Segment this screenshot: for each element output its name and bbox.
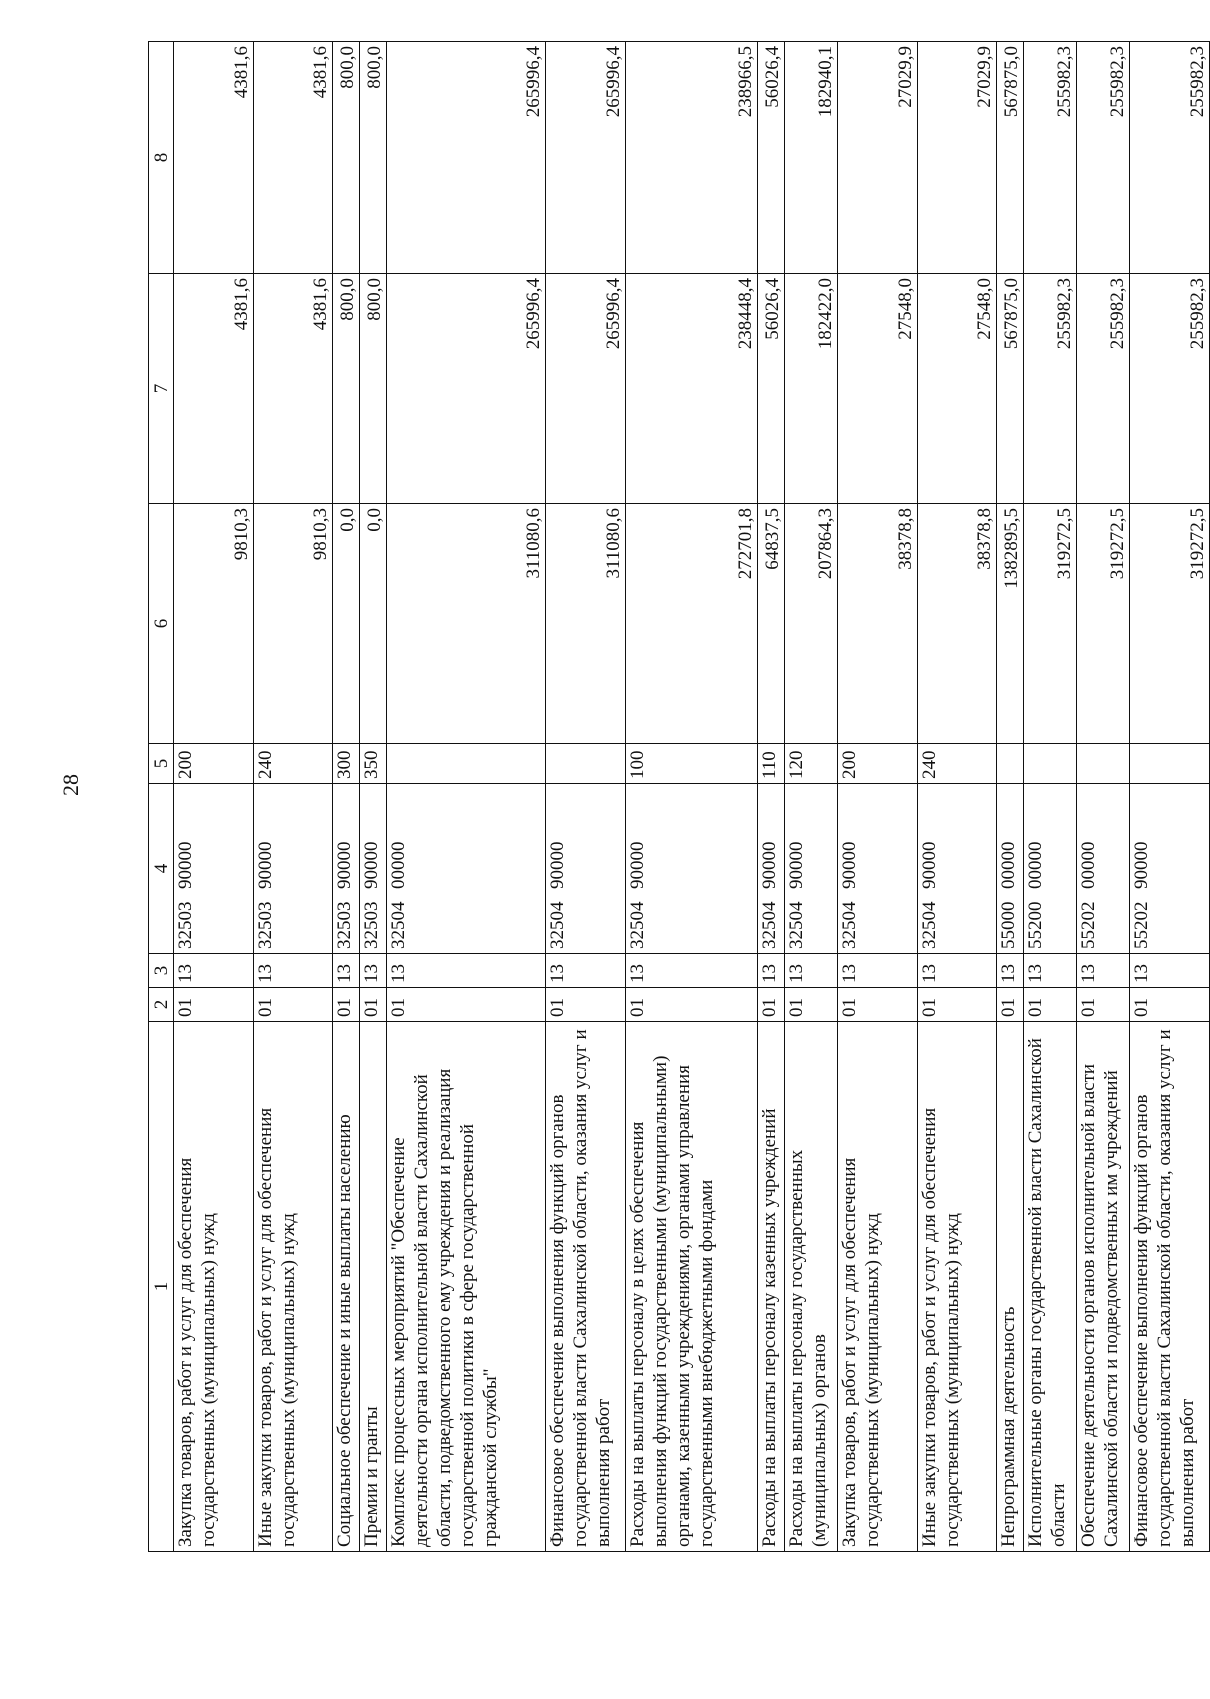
table-row [997, 42, 1024, 1552]
section-code: 01 [997, 988, 1024, 1022]
subsection-code: 13 [359, 954, 386, 988]
subsection-code: 13 [997, 954, 1024, 988]
amount-col8: 800,0 [333, 42, 360, 274]
target-article-part: 55000 [998, 901, 1020, 949]
amount-col8: 182940,1 [784, 42, 837, 274]
table-row [174, 42, 254, 1552]
target-article-code [253, 784, 333, 954]
header-cell: 1 [149, 1022, 174, 1552]
target-article-code [917, 784, 997, 954]
target-article-part: 32504 [759, 901, 781, 949]
target-article-code [784, 784, 837, 954]
target-article-part: 55200 [1025, 901, 1046, 949]
target-article-part: 55202 [1078, 901, 1100, 949]
header-row [149, 42, 174, 1552]
expense-type-code [545, 744, 625, 784]
target-article-part: 32504 [546, 901, 568, 949]
subsection-code: 13 [1077, 954, 1130, 988]
amount-col6: 272701,8 [625, 504, 758, 744]
section-code: 01 [1024, 988, 1077, 1022]
amount-col7: 255982,3 [1130, 274, 1210, 504]
header-cell: 2 [149, 988, 174, 1022]
section-code: 01 [545, 988, 625, 1022]
table-row [838, 42, 918, 1552]
target-article-part: 32503 [360, 901, 382, 949]
amount-col6: 0,0 [333, 504, 360, 744]
row-name: Иные закупки товаров, работ и услуг для обеспечения государственных (муниципальных) нужд [917, 1022, 997, 1552]
target-article-code [1024, 784, 1077, 954]
subsection-code: 13 [1024, 954, 1077, 988]
target-article-suffix: 90000 [334, 841, 356, 889]
amount-col7: 567875,0 [997, 274, 1024, 504]
target-article-part: 32504 [626, 901, 648, 949]
target-article-code [386, 784, 545, 954]
target-article-suffix: 00000 [1025, 841, 1046, 889]
expense-type-code [1130, 744, 1210, 784]
target-article-suffix: 00000 [998, 841, 1020, 889]
target-article-part: 32504 [918, 901, 940, 949]
amount-col6: 311080,6 [545, 504, 625, 744]
target-article-suffix: 00000 [1078, 841, 1100, 889]
table-row [1130, 42, 1210, 1552]
section-code: 01 [625, 988, 758, 1022]
target-article-suffix: 90000 [175, 841, 196, 889]
subsection-code: 13 [917, 954, 997, 988]
target-article-code [838, 784, 918, 954]
expense-type-code [386, 744, 545, 784]
header-cell: 4 [149, 784, 174, 954]
row-name: Непрограммная деятельность [997, 1022, 1024, 1552]
table-row [386, 42, 545, 1552]
target-article-suffix: 90000 [785, 841, 807, 889]
subsection-code: 13 [758, 954, 785, 988]
row-name: Закупка товаров, работ и услуг для обеспечения государственных (муниципальных) нужд [174, 1022, 254, 1552]
amount-col8: 265996,4 [386, 42, 545, 274]
expense-type-code [997, 744, 1024, 784]
section-code: 01 [386, 988, 545, 1022]
table-row [625, 42, 758, 1552]
amount-col8: 238966,5 [625, 42, 758, 274]
target-article-suffix: 90000 [759, 841, 781, 889]
row-name: Премии и гранты [359, 1022, 386, 1552]
table-row [758, 42, 785, 1552]
target-article-suffix: 90000 [254, 841, 276, 889]
subsection-code: 13 [333, 954, 360, 988]
row-name: Обеспечение деятельности органов исполнительной власти Сахалинской области и подведомственных им учреждений [1077, 1022, 1130, 1552]
section-code: 01 [838, 988, 918, 1022]
amount-col7: 27548,0 [917, 274, 997, 504]
page-number: 28 [58, 774, 83, 796]
section-code: 01 [253, 988, 333, 1022]
target-article-suffix: 90000 [839, 841, 861, 889]
table-row [917, 42, 997, 1552]
table-row [253, 42, 333, 1552]
amount-col6: 64837,5 [758, 504, 785, 744]
amount-col7: 56026,4 [758, 274, 785, 504]
amount-col6: 0,0 [359, 504, 386, 744]
target-article-part: 32504 [387, 901, 409, 949]
row-name: Расходы на выплаты персоналу государственных (муниципальных) органов [784, 1022, 837, 1552]
row-name: Комплекс процессных мероприятий "Обеспечение деятельности органа исполнительной власти Сахалинской области, подведомственного ему учреждения и реализация государственной политики в сфере государственной гражданской службы" [386, 1022, 545, 1552]
expense-type-code [1024, 744, 1077, 784]
amount-col6: 207864,3 [784, 504, 837, 744]
table-row [1024, 42, 1077, 1552]
amount-col7: 800,0 [359, 274, 386, 504]
target-article-code [1077, 784, 1130, 954]
amount-col8: 255982,3 [1130, 42, 1210, 274]
target-article-part: 32504 [785, 901, 807, 949]
table-row [784, 42, 837, 1552]
amount-col7: 800,0 [333, 274, 360, 504]
section-code: 01 [758, 988, 785, 1022]
target-article-code [997, 784, 1024, 954]
row-name: Исполнительные органы государственной власти Сахалинской области [1024, 1022, 1077, 1552]
expense-type-code: 240 [917, 744, 997, 784]
expense-type-code: 240 [253, 744, 333, 784]
subsection-code: 13 [545, 954, 625, 988]
amount-col8: 4381,6 [253, 42, 333, 274]
target-article-suffix: 90000 [546, 841, 568, 889]
target-article-code [359, 784, 386, 954]
section-code: 01 [333, 988, 360, 1022]
row-name: Расходы на выплаты персоналу в целях обеспечения выполнения функций государственными (муниципальными) органами, казенными учреждениями, органами управления государственными внебюджетными фондами [625, 1022, 758, 1552]
subsection-code: 13 [784, 954, 837, 988]
amount-col6: 319272,5 [1130, 504, 1210, 744]
amount-col8: 56026,4 [758, 42, 785, 274]
amount-col7: 27548,0 [838, 274, 918, 504]
header-cell: 6 [149, 504, 174, 744]
budget-table [148, 41, 1210, 1552]
row-name: Социальное обеспечение и иные выплаты населению [333, 1022, 360, 1552]
subsection-code: 13 [838, 954, 918, 988]
target-article-part: 32503 [334, 901, 356, 949]
amount-col8: 255982,3 [1024, 42, 1077, 274]
target-article-code [333, 784, 360, 954]
table-row [1077, 42, 1130, 1552]
row-name: Расходы на выплаты персоналу казенных учреждений [758, 1022, 785, 1552]
amount-col8: 4381,6 [174, 42, 254, 274]
subsection-code: 13 [253, 954, 333, 988]
row-name: Закупка товаров, работ и услуг для обеспечения государственных (муниципальных) нужд [838, 1022, 918, 1552]
target-article-code [545, 784, 625, 954]
target-article-part: 32504 [839, 901, 861, 949]
amount-col7: 4381,6 [253, 274, 333, 504]
table-row [359, 42, 386, 1552]
target-article-suffix: 90000 [918, 841, 940, 889]
amount-col8: 800,0 [359, 42, 386, 274]
subsection-code: 13 [386, 954, 545, 988]
expense-type-code [1077, 744, 1130, 784]
target-article-suffix: 90000 [626, 841, 648, 889]
target-article-suffix: 00000 [387, 841, 409, 889]
amount-col6: 9810,3 [253, 504, 333, 744]
amount-col6: 1382895,5 [997, 504, 1024, 744]
target-article-part: 32503 [254, 901, 276, 949]
amount-col6: 319272,5 [1024, 504, 1077, 744]
target-article-part: 32503 [175, 901, 196, 949]
amount-col7: 255982,3 [1077, 274, 1130, 504]
expense-type-code: 200 [838, 744, 918, 784]
amount-col6: 9810,3 [174, 504, 254, 744]
section-code: 01 [174, 988, 254, 1022]
target-article-code [625, 784, 758, 954]
target-article-suffix: 90000 [1131, 841, 1153, 889]
target-article-code [758, 784, 785, 954]
amount-col8: 27029,9 [917, 42, 997, 274]
target-article-code [174, 784, 254, 954]
subsection-code: 13 [625, 954, 758, 988]
expense-type-code: 110 [758, 744, 785, 784]
amount-col6: 38378,8 [917, 504, 997, 744]
amount-col8: 255982,3 [1077, 42, 1130, 274]
section-code: 01 [359, 988, 386, 1022]
table-row [333, 42, 360, 1552]
expense-type-code: 300 [333, 744, 360, 784]
row-name: Финансовое обеспечение выполнения функций органов государственной власти Сахалинской области, оказания услуг и выполнения работ [1130, 1022, 1210, 1552]
section-code: 01 [917, 988, 997, 1022]
amount-col7: 265996,4 [386, 274, 545, 504]
header-cell: 5 [149, 744, 174, 784]
amount-col7: 265996,4 [545, 274, 625, 504]
amount-col8: 27029,9 [838, 42, 918, 274]
expense-type-code: 350 [359, 744, 386, 784]
row-name: Иные закупки товаров, работ и услуг для обеспечения государственных (муниципальных) нужд [253, 1022, 333, 1552]
header-cell: 8 [149, 42, 174, 274]
amount-col6: 311080,6 [386, 504, 545, 744]
amount-col7: 182422,0 [784, 274, 837, 504]
amount-col6: 38378,8 [838, 504, 918, 744]
section-code: 01 [784, 988, 837, 1022]
header-cell: 3 [149, 954, 174, 988]
amount-col6: 319272,5 [1077, 504, 1130, 744]
row-name: Финансовое обеспечение выполнения функций органов государственной власти Сахалинской области, оказания услуг и выполнения работ [545, 1022, 625, 1552]
amount-col7: 255982,3 [1024, 274, 1077, 504]
section-code: 01 [1130, 988, 1210, 1022]
header-cell: 7 [149, 274, 174, 504]
section-code: 01 [1077, 988, 1130, 1022]
table-row [545, 42, 625, 1552]
amount-col7: 238448,4 [625, 274, 758, 504]
expense-type-code: 200 [174, 744, 254, 784]
rotated-table-container [148, 42, 1210, 1552]
amount-col7: 4381,6 [174, 274, 254, 504]
target-article-part: 55202 [1131, 901, 1153, 949]
amount-col8: 265996,4 [545, 42, 625, 274]
expense-type-code: 100 [625, 744, 758, 784]
amount-col8: 567875,0 [997, 42, 1024, 274]
target-article-suffix: 90000 [360, 841, 382, 889]
expense-type-code: 120 [784, 744, 837, 784]
subsection-code: 13 [174, 954, 254, 988]
target-article-code [1130, 784, 1210, 954]
subsection-code: 13 [1130, 954, 1210, 988]
